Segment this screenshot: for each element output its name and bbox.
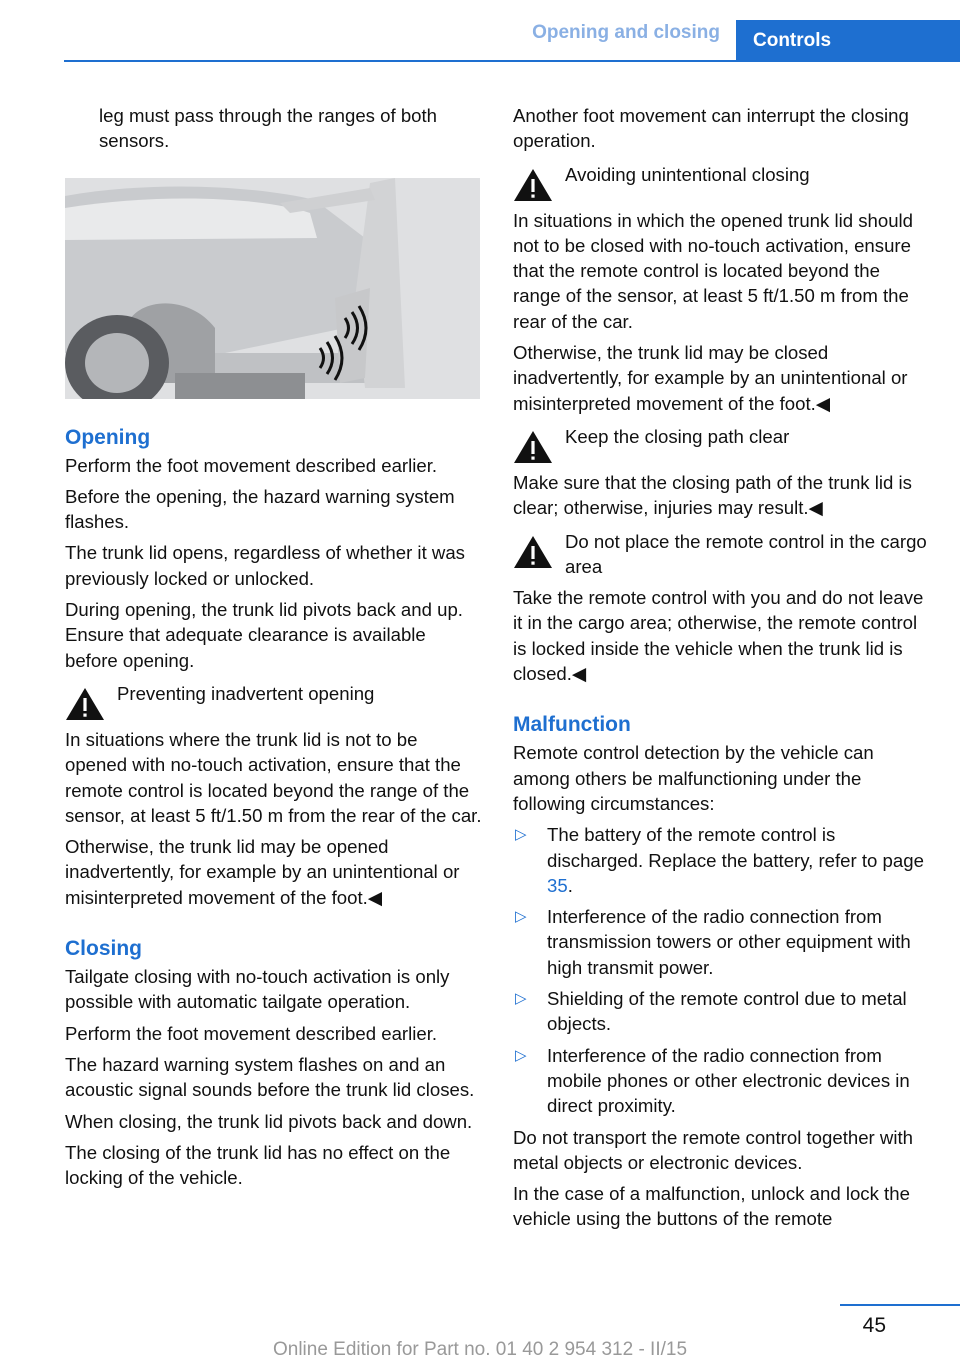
- car-trunk-foot-sensor-illustration: [65, 178, 480, 399]
- closing-para-1: Tailgate closing with no-touch activation is only possible with automatic tailgate operation.: [65, 966, 450, 1013]
- malfunction-para-2: In the case of a malfunction, unlock and lock the vehicle using the buttons of the remote: [513, 1183, 910, 1230]
- warning-triangle-icon: [513, 168, 553, 202]
- warning-text: In situations in which the opened trunk lid should not to be closed with no-touch activation, ensure that the remote control is located beyond the range of the sensor, at least 5 ft/1.50 m from the rear of the car.: [513, 209, 914, 332]
- header-tab-controls: Controls: [736, 20, 960, 62]
- warning-after: Otherwise, the trunk lid may be closed inadvertently, for example by an unintentional or misinterpreted movement of the foot.◀: [513, 342, 908, 414]
- edition-footer: Online Edition for Part no. 01 40 2 954 312 - II/15: [272, 1339, 688, 1360]
- malfunction-heading: Malfunction: [513, 713, 631, 737]
- closing-para-5: The closing of the trunk lid has no effect on the locking of the vehicle.: [65, 1141, 451, 1189]
- warning-title: Avoiding unintentional closing: [565, 163, 810, 185]
- warning-closing-path: [513, 424, 931, 521]
- malfunction-intro: Remote control detection by the vehicle can among others be malfunctioning under the following circumstances:: [513, 742, 874, 814]
- right-column: [513, 103, 931, 1238]
- page-number: 45: [862, 1314, 886, 1337]
- closing-para-4: When closing, the trunk lid pivots back and down.: [65, 1110, 473, 1132]
- left-column: [65, 103, 483, 1196]
- right-intro: Another foot movement can interrupt the closing operation.: [513, 105, 909, 152]
- closing-para-2: Perform the foot movement described earlier.: [65, 1022, 438, 1044]
- header-section-title: Opening and closing: [532, 22, 720, 43]
- warning-cargo-area: [513, 529, 931, 687]
- warning-inadvertent-opening: [65, 681, 483, 910]
- triangle-bullet-icon: ▷: [515, 826, 527, 844]
- closing-para-3: The hazard warning system flashes on and an acoustic signal sounds before the trunk lid closes.: [65, 1053, 475, 1101]
- opening-para-4: During opening, the trunk lid pivots back and up. Ensure that adequate clearance is available before opening.: [65, 599, 463, 671]
- opening-para-3: The trunk lid opens, regardless of whether it was previously locked or unlocked.: [65, 542, 465, 589]
- warning-text: In situations where the trunk lid is not to be opened with no-touch activation, ensure that the remote control is located beyond the range of the sensor, at least 5 ft/1.50 m from the rear of the car.: [65, 728, 482, 826]
- list-item: ▷ Interference of the radio connection from mobile phones or other electronic devices in direct proximity.: [515, 1044, 910, 1117]
- list-item: ▷ The battery of the remote control is discharged. Replace the battery, refer to page 35.: [515, 824, 924, 896]
- warning-triangle-icon: [65, 687, 105, 721]
- opening-heading: Opening: [65, 425, 151, 449]
- warning-unintentional-closing: [513, 162, 931, 416]
- left-intro: leg must pass through the ranges of both sensors.: [99, 105, 438, 152]
- warning-text: Make sure that the closing path of the trunk lid is clear; otherwise, injuries may result.◀: [513, 471, 912, 519]
- warning-text: Take the remote control with you and do not leave it in the cargo area; otherwise, the remote control is locked inside the vehicle when the trunk lid is closed.◀: [513, 587, 924, 685]
- warning-title: Preventing inadvertent opening: [117, 682, 375, 704]
- page-header: [0, 0, 960, 60]
- opening-para-2: Before the opening, the hazard warning system flashes.: [65, 485, 455, 533]
- warning-triangle-icon: [513, 430, 553, 464]
- header-rule: [64, 60, 960, 62]
- warning-title: Keep the closing path clear: [565, 425, 790, 447]
- list-item: ▷ Interference of the radio connection from transmission towers or other equipment with high transmit power.: [515, 906, 911, 978]
- warning-triangle-icon: [513, 535, 553, 569]
- triangle-bullet-icon: ▷: [515, 990, 527, 1008]
- triangle-bullet-icon: ▷: [515, 908, 527, 926]
- closing-heading: Closing: [65, 937, 142, 961]
- page-reference-link[interactable]: 35: [547, 874, 568, 896]
- triangle-bullet-icon: ▷: [515, 1046, 527, 1064]
- malfunction-list: [513, 822, 931, 1118]
- warning-title: Do not place the remote control in the cargo area: [565, 530, 927, 577]
- list-item: ▷ Shielding of the remote control due to metal objects.: [515, 988, 907, 1035]
- warning-after: Otherwise, the trunk lid may be opened inadvertently, for example by an unintentional or misinterpreted movement of the foot.◀: [65, 836, 460, 908]
- opening-para-1: Perform the foot movement described earlier.: [65, 454, 438, 476]
- malfunction-para-1: Do not transport the remote control together with metal objects or electronic devices.: [513, 1126, 913, 1173]
- footer-rule: [840, 1304, 960, 1306]
